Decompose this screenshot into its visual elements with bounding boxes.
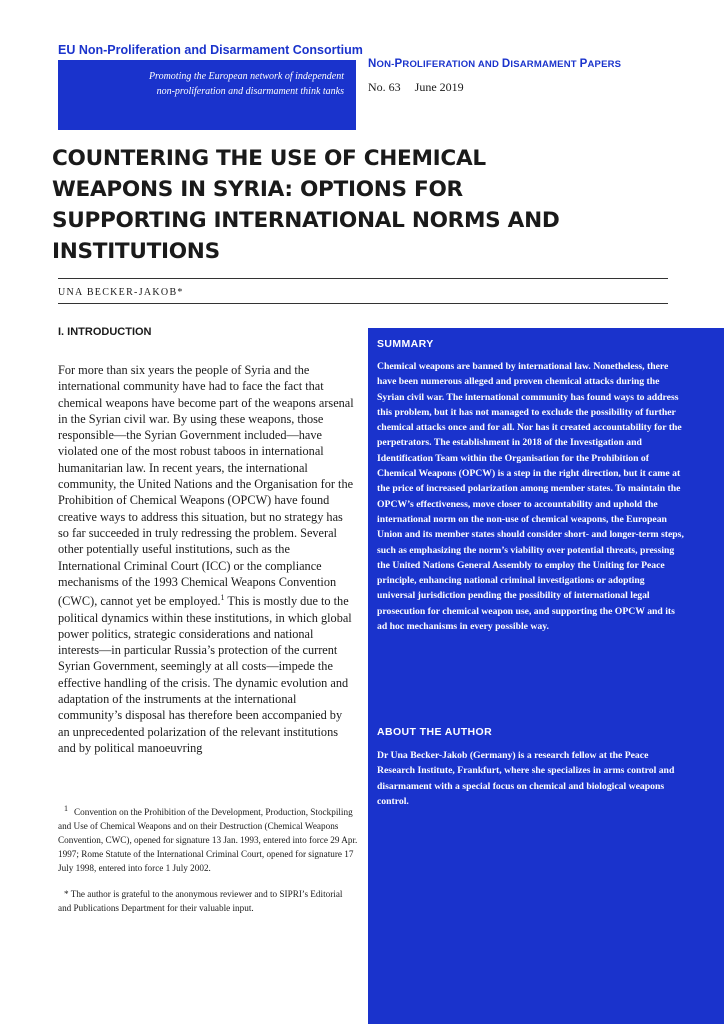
footnote-reference[interactable]: 1 <box>220 593 225 603</box>
series-letter: P <box>579 58 588 70</box>
tagline-line-1: Promoting the European network of independent <box>148 71 344 82</box>
series-smallcaps: ISARMAMENT <box>510 59 580 70</box>
series-title <box>368 58 621 70</box>
header-banner <box>58 60 356 130</box>
introduction-body <box>58 362 354 756</box>
summary-panel <box>368 328 724 1024</box>
introduction-text-part-2: This is mostly due to the political dynamics within these institutions, in which global power politics, strategic considerations and national interests—in particular Russia’s protection of the current Syrian Government, seemingly at all costs—impede the effective handling of the crisis. The dynamic evolution and adaptation of the instruments at the international community’s disposal has therefore been accompanied by an unprecedented polarization of the relevant institutions and by political manoeuvring <box>58 594 352 755</box>
series-letter: N <box>368 58 377 70</box>
introduction-text-part-1: For more than six years the people of Syria and the international community have had to face the fact that chemical weapons have become part of the weapons arsenal in the Syrian civil war. By using these weapons, those responsible—the Syrian Government included—have violated one of the most robust taboos in international humanitarian law. In recent years, the international community, the United Nations and the Organisation for the Prohibition of Chemical Weapons (OPCW) have found creative ways to address this situation, but no strategy has so far succeeded in truly redressing the problem. Several other potentially useful institutions, such as the International Criminal Court (ICC) or the compliance mechanisms of the 1993 Chemical Weapons Convention (CWC), cannot yet be employed. <box>58 363 354 609</box>
series-smallcaps: ROLIFERATION AND <box>402 59 502 70</box>
series-letter: D <box>501 58 511 70</box>
issue-number: No. 63 <box>368 80 401 94</box>
author-divider <box>58 303 668 304</box>
footnotes <box>58 802 358 927</box>
consortium-tagline <box>64 69 344 99</box>
paper-title: COUNTERING THE USE OF CHEMICAL WEAPONS IN SYRIA: OPTIONS FOR SUPPORTING INTERNATIONAL NORMS AND INSTITUTIONS <box>52 146 560 264</box>
author-acknowledgement: * The author is grateful to the anonymous reviewer and to SIPRI’s Editorial and Publications Department for their valuable input. <box>58 889 343 914</box>
footnote-1-text: Convention on the Prohibition of the Development, Production, Stockpiling and Use of Chemical Weapons and on their Destruction (Chemical Weapons Convention, CWC), opened for signature 13 Jan. 1993, entered into force 29 Apr. 1997; Rome Statute of the International Criminal Court, opened for signature 17 July 1998, entered into force 1 July 2002. <box>58 807 358 874</box>
footnote-1 <box>58 802 358 875</box>
series-smallcaps: ON- <box>376 59 395 70</box>
issue-date: June 2019 <box>414 80 464 94</box>
section-heading-introduction: I. INTRODUCTION <box>58 326 152 338</box>
consortium-name: EU Non-Proliferation and Disarmament Consortium <box>58 43 363 57</box>
title-divider <box>58 278 668 279</box>
summary-heading: SUMMARY <box>377 338 434 350</box>
footnote-marker: 1 <box>64 804 68 813</box>
summary-text: Chemical weapons are banned by international law. Nonetheless, there have been numerous alleged and proven chemical attacks during the Syrian civil war. The international community has found ways to address this problem, but it has not managed to exclude the possibility of further chemical attacks once and for all. Nor has it created accountability for the perpetrators. The establishment in 2018 of the Investigation and Identification Team within the Organisation for the Prohibition of Chemical Weapons (OPCW) is a step in the right direction, but it came at the price of increased polarization among member states. To maintain the OPCW’s effectiveness, move closer to accountability and uphold the international norm on the non-use of chemical weapons, the European Union and its member states should consider short- and longer-term steps, such as emphasizing the norm’s viability over potential threats, pressing the United Nations General Assembly to employ the Uniting for Peace principle, enhancing national criminal investigations or adopting universal jurisdiction pending the possibility of international legal prosecution for chemical weapon use, and supporting the OPCW and its ad hoc mechanisms in every possible way. <box>377 361 684 633</box>
about-author-text: Dr Una Becker-Jakob (Germany) is a research fellow at the Peace Research Institute, Frankfurt, where she specializes in arms control and disarmament with a special focus on chemical and biological weapons control. <box>377 750 675 807</box>
series-letter: P <box>394 58 403 70</box>
author-name: UNA BECKER-JAKOB* <box>58 287 184 298</box>
about-author-heading: ABOUT THE AUTHOR <box>377 726 493 738</box>
series-smallcaps: APERS <box>587 59 622 70</box>
tagline-line-2: non-proliferation and disarmament think tanks <box>156 86 344 97</box>
issue-info <box>368 80 478 95</box>
